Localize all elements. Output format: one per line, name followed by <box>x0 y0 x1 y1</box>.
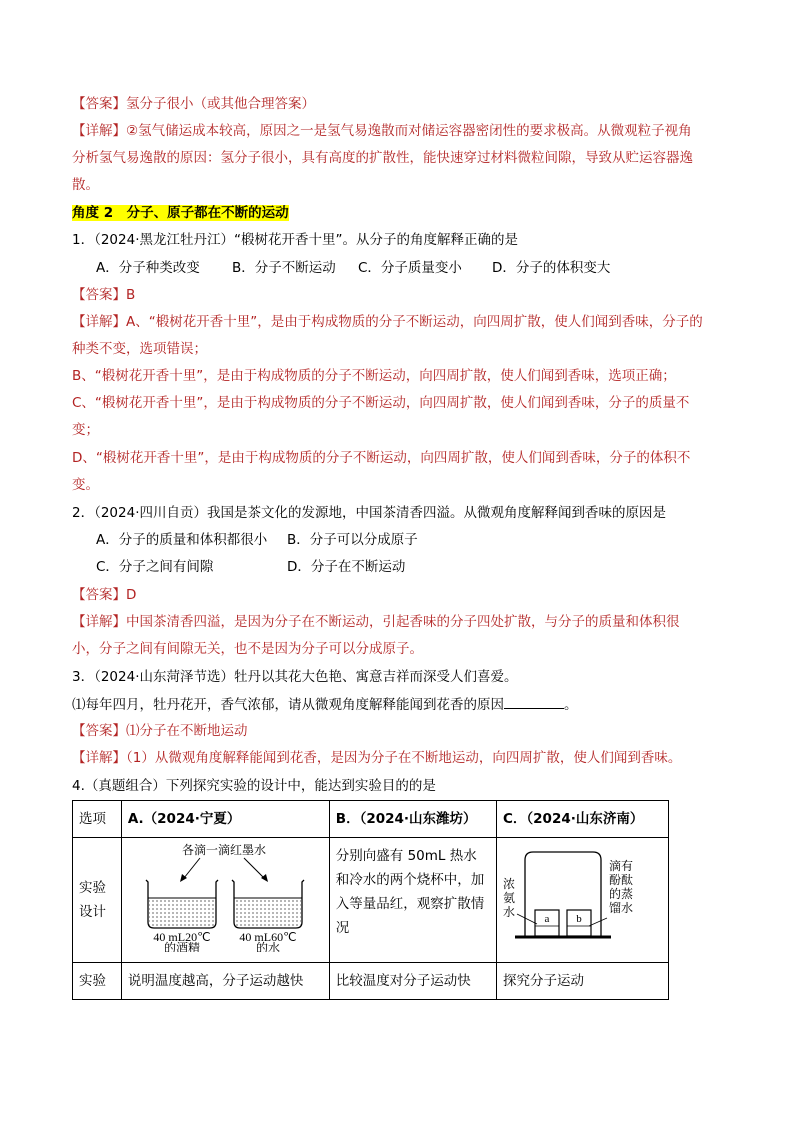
sub-question-end: 。 <box>564 697 578 713</box>
figure-cell-a <box>121 838 329 963</box>
detail-text: ②氢气储运成本较高，原因之一是氢气易逸散而对储运容器密闭性的要求极高。从微观粒子视角 <box>126 123 692 139</box>
detail-line: D、“椴树花开香十里”，是由于构成物质的分子不断运动，向四周扩散，使人们闻到香味，分子的体积不 <box>72 450 691 466</box>
figure-label: 滴有酚酞的蒸馏水 <box>609 859 634 915</box>
table-cell: 说明温度越高，分子运动越快 <box>121 963 329 1000</box>
table-cell: 比较温度对分子运动快 <box>329 963 496 1000</box>
detail-line: 小，分子之间有间隙无关，也不是因为分子可以分成原子。 <box>72 641 423 657</box>
table-cell: C．（2024·山东济南） <box>497 801 669 838</box>
beaker-label-b: b <box>576 913 582 925</box>
sub-question-text: ⑴每年四月，牡丹花开，香气浓郁，请从微观角度解释能闻到花香的原因 <box>72 697 504 713</box>
detail-line: 变。 <box>72 477 99 493</box>
answer-text: ⑴分子在不断地运动 <box>126 723 248 739</box>
beaker-figure <box>124 840 324 952</box>
section-header <box>72 203 289 223</box>
detail-tag: 【详解】 <box>72 750 126 766</box>
table-row <box>73 963 669 1000</box>
detail-line: B、“椴树花开香十里”，是由于构成物质的分子不断运动，向四周扩散，使人们闻到香味，选项正确； <box>72 368 676 384</box>
answer-blank[interactable] <box>504 694 564 709</box>
section-label: 角度 2 分子、原子都在不断的运动 <box>72 205 289 221</box>
beaker-label-a: a <box>544 913 550 925</box>
table-cell: 探究分子运动 <box>497 963 669 1000</box>
experiment-table <box>72 800 669 1000</box>
answer-text: B <box>126 287 136 303</box>
question-stem: 4.（真题组合）下列探究实验的设计中，能达到实验目的的是 <box>72 778 436 794</box>
detail-line <box>72 748 681 768</box>
detail-tag: 【详解】 <box>72 614 126 630</box>
detail-text: A、“椴树花开香十里”，是由于构成物质的分子不断运动，向四周扩散，使人们闻到香味，分子的 <box>126 314 703 330</box>
detail-line <box>72 312 703 332</box>
figure-label: 的酒精 <box>163 941 200 952</box>
detail-line <box>72 612 680 632</box>
option: A．分子的质量和体积都很小 <box>96 532 268 548</box>
question-stem: 3．（2024·山东菏泽节选）牡丹以其花大色艳、寓意吉祥而深受人们喜爱。 <box>72 669 518 685</box>
detail-line: C、“椴树花开香十里”，是由于构成物质的分子不断运动，向四周扩散，使人们闻到香味，分子的质量不 <box>72 395 690 411</box>
figure-cell-c <box>497 838 669 963</box>
detail-line: 变； <box>72 422 99 438</box>
detail-tag: 【详解】 <box>72 123 126 139</box>
answer-tag: 【答案】 <box>72 587 126 603</box>
detail-line: 散。 <box>72 177 99 193</box>
answer-line <box>72 585 136 605</box>
detail-line: 种类不变，选项错误； <box>72 341 207 357</box>
answer-line <box>72 94 315 114</box>
answer-tag: 【答案】 <box>72 723 126 739</box>
option: B．分子不断运动 <box>232 260 336 276</box>
option: B．分子可以分成原子 <box>287 532 418 548</box>
figure-label: 浓氨水 <box>503 877 516 919</box>
table-cell: 实验 <box>73 963 122 1000</box>
answer-tag: 【答案】 <box>72 96 126 112</box>
sub-question <box>72 694 578 715</box>
table-row <box>73 838 669 963</box>
table-header-row <box>73 801 669 838</box>
detail-line <box>72 121 692 141</box>
option: C．分子之间有间隙 <box>96 559 214 575</box>
question-stem: 2．（2024·四川自贡）我国是茶文化的发源地，中国茶清香四溢。从微观角度解释闻到香味的原因是 <box>72 505 666 521</box>
table-cell: 分别向盛有 50mL 热水和冷水的两个烧杯中，加入等量品红，观察扩散情况 <box>329 838 496 963</box>
answer-text: D <box>126 587 137 603</box>
answer-text: 氢分子很小（或其他合理答案） <box>126 96 315 112</box>
detail-text: 中国茶清香四溢，是因为分子在不断运动，引起香味的分子四处扩散，与分子的质量和体积很 <box>126 614 680 630</box>
answer-line <box>72 721 248 741</box>
option: D．分子在不断运动 <box>287 559 406 575</box>
figure-label: 40 mL20℃ <box>153 930 211 944</box>
option: D．分子的体积变大 <box>492 260 611 276</box>
bell-jar-figure <box>499 840 663 952</box>
figure-label: 的水 <box>255 941 280 952</box>
table-cell: A.（2024·宁夏） <box>121 801 329 838</box>
figure-label: 40 mL60℃ <box>239 930 297 944</box>
answer-tag: 【答案】 <box>72 287 126 303</box>
question-stem: 1．（2024·黑龙江牡丹江）“椴树花开香十里”。从分子的角度解释正确的是 <box>72 232 518 248</box>
detail-text: （1）从微观角度解释能闻到花香，是因为分子在不断地运动，向四周扩散，使人们闻到香味。 <box>126 750 682 766</box>
answer-line <box>72 285 135 305</box>
table-cell: 选项 <box>73 801 122 838</box>
table-cell: 实验设计 <box>73 838 122 963</box>
detail-line: 分析氢气易逸散的原因：氢分子很小，具有高度的扩散性，能快速穿过材料微粒间隙，导致从贮运容器逸 <box>72 150 693 166</box>
figure-label: 各滴一滴红墨水 <box>181 843 266 857</box>
option: A．分子种类改变 <box>96 260 200 276</box>
detail-tag: 【详解】 <box>72 314 126 330</box>
table-cell: B．（2024·山东潍坊） <box>329 801 496 838</box>
option: C．分子质量变小 <box>358 260 462 276</box>
